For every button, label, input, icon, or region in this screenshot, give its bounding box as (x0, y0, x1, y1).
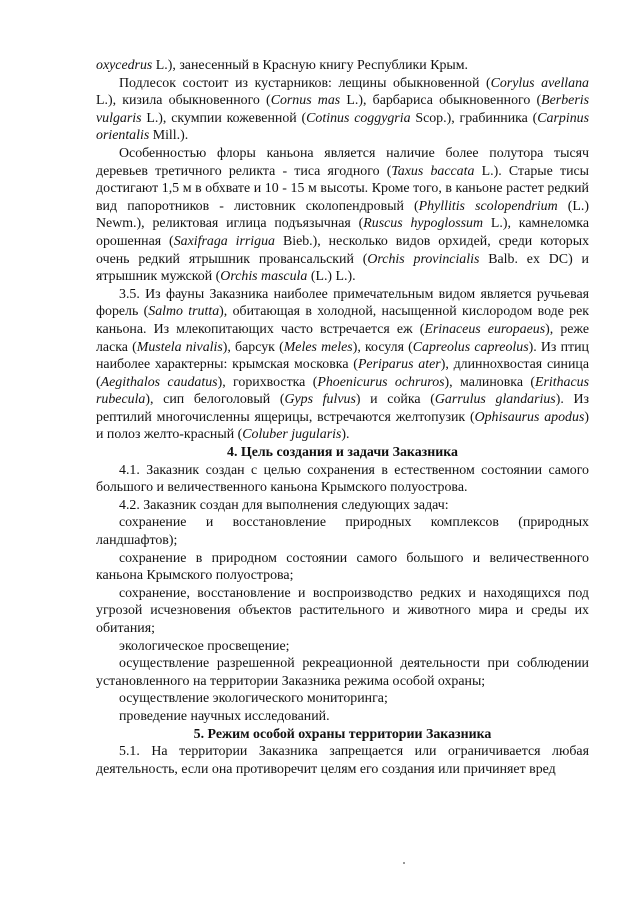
paragraph-juniper-end: oxycedrus L.), занесенный в Красную книгу Республики Крым. (96, 58, 469, 73)
task-item: осуществление экологического мониторинга; (119, 691, 388, 707)
section-5-paragraph-1: 5.1. На территории Заказника запрещается или ограничивается любая деятельность, если она противоречит целям его создания или причиняет вред (96, 744, 589, 777)
document-page (96, 57, 589, 778)
section-5-heading: 5. Режим особой охраны территории Заказника (193, 726, 492, 742)
section-4-heading: 4. Цель создания и задачи Заказника (227, 445, 458, 461)
task-item: сохранение в природном состоянии самого большого и величественного каньона Крымского полуострова; (96, 550, 589, 584)
task-item: проведение научных исследований. (119, 708, 330, 724)
task-item: сохранение и восстановление природных комплексов (природных ландшафтов); (96, 515, 589, 549)
scan-speck (403, 862, 405, 864)
paragraph-fauna: 3.5. Из фауны Заказника наиболее примечательным видом является ручьевая форель (Salmo trutta), обитающая в холодной, насыщенной кислородом воде рек каньона. Из млекопитающих часто встречается еж (Erinaceus europaeus), реже ласка (Mustela nivalis), барсук (Meles meles), косуля (Capreolus capreolus). Из птиц наиболее характерны: крымская московка (Periparus ater), длиннохвостая синица (Aegithalos caudatus), горихвостка (Phoenicurus ochruros), малиновка (Erithacus rubecula), сип белоголовый (Gyps fulvus) и сойка (Garrulus glandarius). Из рептилий многочисленны ящерицы, встречаются желтопузик (Ophisaurus apodus) и полоз желто-красный (Coluber jugularis). (96, 286, 590, 443)
paragraph-undergrowth: Подлесок состоит из кустарников: лещины обыкновенной (Corylus avellana L.), кизила обыкновенного (Cornus mas L.), барбариса обыкновенного (Berberis vulgaris L.), скумпии кожевенной (Cotinus coggygria Scop.), грабинника (Carpinus orientalis Mill.). (96, 75, 589, 144)
paragraph-flora: Особенностью флоры каньона является наличие более полутора тысяч деревьев третичного реликта - тиса ягодного (Taxus baccata L.). Старые тисы достигают 1,5 м в обхвате и 10 - 15 м высоты. Кроме того, в каньоне растет редкий вид папоротников - листовник сколопендровый (Phyllitis scolopendrium (L.) Newm.), реликтовая иглица подъязычная (Ruscus hypoglossum L.), камнеломка орошенная (Saxifraga irrigua Bieb.), несколько видов орхидей, среди которых очень редкий ятрышник провансальский (Orchis provincialis Balb. ex DC) и ятрышник мужской (Orchis mascula (L.) L.). (96, 145, 590, 285)
task-item: сохранение, восстановление и воспроизводство редких и находящихся под угрозой исчезновения объектов растительного и животного мира и среды их обитания; (96, 585, 589, 636)
section-4-paragraph-2: 4.2. Заказник создан для выполнения следующих задач: (119, 497, 449, 513)
section-4-paragraph-1: 4.1. Заказник создан с целью сохранения в естественном состоянии самого большого и величественного каньона Крымского полуострова. (96, 462, 589, 496)
task-item: осуществление разрешенной рекреационной деятельности при соблюдении установленного на территории Заказника режима особой охраны; (96, 656, 589, 689)
task-item: экологическое просвещение; (119, 638, 290, 654)
